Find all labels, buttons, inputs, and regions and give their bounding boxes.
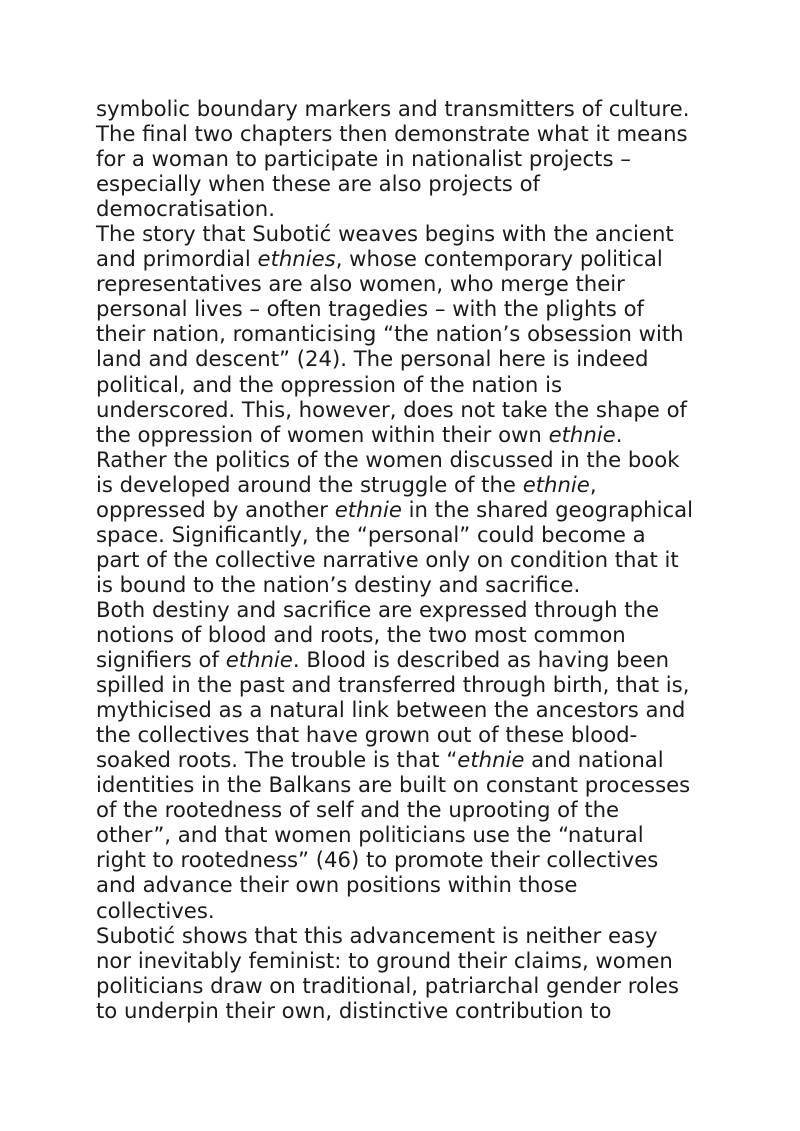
paragraph xyxy=(96,597,711,923)
text-line xyxy=(96,948,711,973)
body-text: the collectives that have grown out of these blood- xyxy=(96,722,638,748)
body-text: the oppression of women within their own xyxy=(96,421,549,447)
text-line xyxy=(96,898,711,923)
italic-text: ethnie xyxy=(334,496,402,522)
body-text: The story that Subotić weaves begins with the ancient xyxy=(96,221,674,247)
text-line xyxy=(96,923,711,948)
body-text: Rather the politics of the women discussed in the book xyxy=(96,446,680,472)
text-line xyxy=(96,872,711,897)
italic-text: ethnie xyxy=(548,421,616,447)
text-line xyxy=(96,271,711,296)
body-text: personal lives – often tragedies – with the plights of xyxy=(96,296,644,322)
text-line xyxy=(96,246,711,271)
italic-text: ethnie xyxy=(457,747,525,773)
body-text: and national xyxy=(524,747,664,773)
body-text: spilled in the past and transferred through birth, that is, xyxy=(96,672,690,698)
text-line xyxy=(96,722,711,747)
text-line xyxy=(96,772,711,797)
italic-text: ethnies xyxy=(257,246,336,272)
body-text: democratisation. xyxy=(96,196,275,222)
body-text: right to rootedness” (46) to promote their collectives xyxy=(96,847,659,873)
body-text: land and descent” (24). The personal here is indeed xyxy=(96,346,649,372)
body-text: The final two chapters then demonstrate what it means xyxy=(96,121,688,147)
text-line xyxy=(96,346,711,371)
text-line xyxy=(96,622,711,647)
text-line xyxy=(96,597,711,622)
text-line xyxy=(96,973,711,998)
text-line xyxy=(96,797,711,822)
text-line xyxy=(96,522,711,547)
text-line xyxy=(96,697,711,722)
paragraph xyxy=(96,221,711,597)
body-text: politicians draw on traditional, patriarchal gender roles xyxy=(96,972,679,998)
text-line xyxy=(96,397,711,422)
body-text: for a woman to participate in nationalist projects – xyxy=(96,146,631,172)
body-text: collectives. xyxy=(96,897,215,923)
body-text: political, and the oppression of the nation is xyxy=(96,371,563,397)
body-text: . Blood is described as having been xyxy=(292,647,670,673)
body-text: of the rootedness of self and the uprooting of the xyxy=(96,797,620,823)
body-text: to underpin their own, distinctive contribution to xyxy=(96,997,612,1023)
body-text: other”, and that women politicians use the “natural xyxy=(96,822,644,848)
italic-text: ethnie xyxy=(225,647,293,673)
text-line xyxy=(96,96,711,121)
text-line xyxy=(96,647,711,672)
text-line xyxy=(96,672,711,697)
body-text: their nation, romanticising “the nation’s obsession with xyxy=(96,321,684,347)
text-line xyxy=(96,221,711,246)
body-text: underscored. This, however, does not take the shape of xyxy=(96,396,688,422)
body-text: notions of blood and roots, the two most common xyxy=(96,621,626,647)
text-line xyxy=(96,998,711,1023)
body-text: and advance their own positions within those xyxy=(96,872,578,898)
body-text: is bound to the nation’s destiny and sacrifice. xyxy=(96,571,581,597)
body-text: space. Significantly, the “personal” could become a xyxy=(96,521,646,547)
text-line xyxy=(96,171,711,196)
text-line xyxy=(96,847,711,872)
body-text: oppressed by another xyxy=(96,496,335,522)
body-text: nor inevitably feminist: to ground their claims, women xyxy=(96,947,673,973)
text-line xyxy=(96,146,711,171)
body-text: part of the collective narrative only on condition that it xyxy=(96,546,679,572)
body-text: , whose contemporary political xyxy=(335,246,663,272)
text-line xyxy=(96,547,711,572)
text-line xyxy=(96,196,711,221)
text-line xyxy=(96,747,711,772)
body-text: in the shared geographical xyxy=(401,496,693,522)
text-line xyxy=(96,372,711,397)
body-text: Both destiny and sacrifice are expressed through the xyxy=(96,596,659,622)
body-text: identities in the Balkans are built on constant processes xyxy=(96,772,691,798)
body-text: , xyxy=(589,471,597,497)
text-line xyxy=(96,822,711,847)
body-text: mythicised as a natural link between the ancestors and xyxy=(96,697,686,723)
text-line xyxy=(96,497,711,522)
text-line xyxy=(96,422,711,447)
italic-text: ethnie xyxy=(522,471,590,497)
body-text: . xyxy=(615,421,623,447)
text-line xyxy=(96,572,711,597)
body-text: symbolic boundary markers and transmitters of culture. xyxy=(96,96,690,121)
body-text: Subotić shows that this advancement is neither easy xyxy=(96,922,658,948)
body-text: representatives are also women, who merge their xyxy=(96,271,625,297)
text-line xyxy=(96,472,711,497)
body-text: especially when these are also projects of xyxy=(96,171,540,197)
paragraph xyxy=(96,923,711,1023)
body-text: and primordial xyxy=(96,246,258,272)
body-text: is developed around the struggle of the xyxy=(96,471,523,497)
body-text: soaked roots. The trouble is that “ xyxy=(96,747,458,773)
text-line xyxy=(96,121,711,146)
body-text: signifiers of xyxy=(96,647,226,673)
text-line xyxy=(96,447,711,472)
document-page xyxy=(96,96,711,1023)
text-line xyxy=(96,296,711,321)
text-line xyxy=(96,321,711,346)
paragraph xyxy=(96,96,711,221)
